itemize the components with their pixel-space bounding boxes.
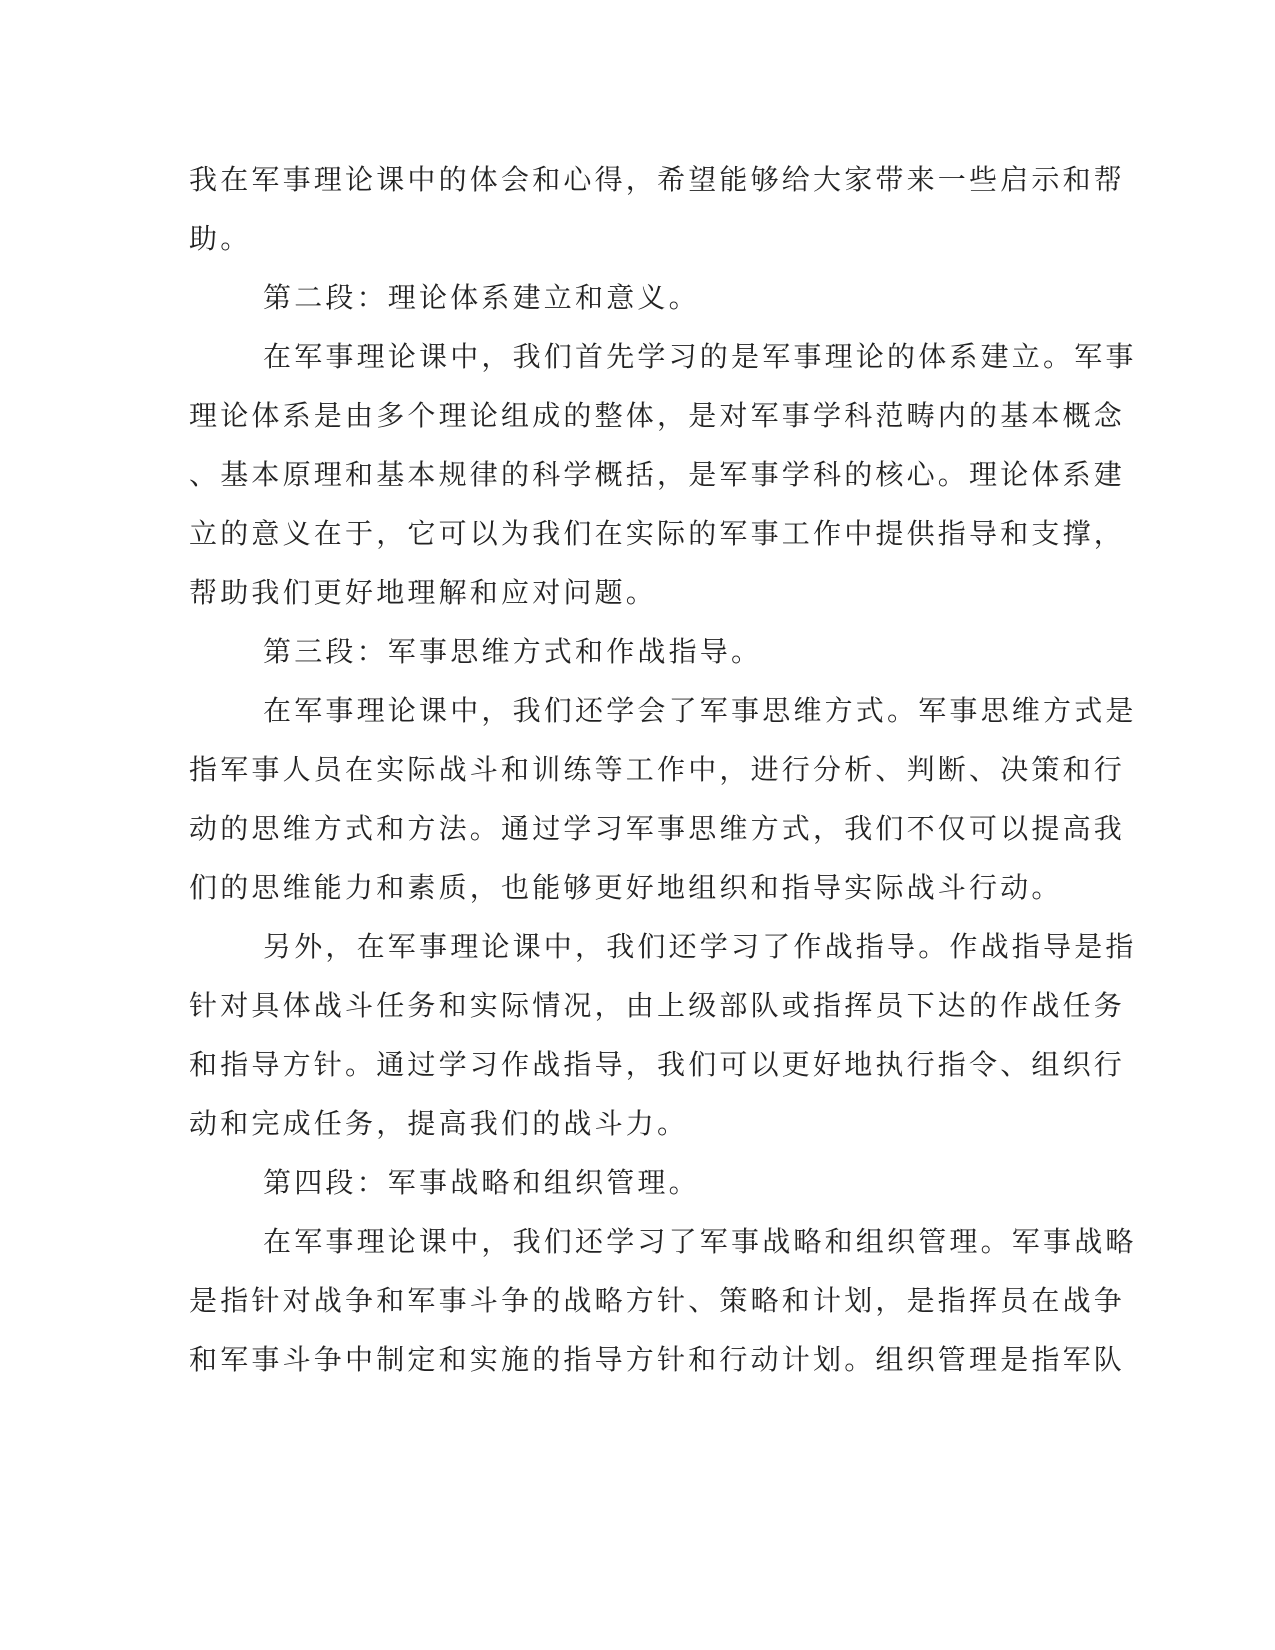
text-line: 、基本原理和基本规律的科学概括，是军事学科的核心。理论体系建: [189, 458, 1126, 491]
text-line: 在军事理论课中，我们还学会了军事思维方式。军事思维方式是: [263, 694, 1137, 727]
text-line: 立的意义在于，它可以为我们在实际的军事工作中提供指导和支撑，: [189, 517, 1126, 550]
text-line: 指军事人员在实际战斗和训练等工作中，进行分析、判断、决策和行: [189, 753, 1126, 786]
text-line: 针对具体战斗任务和实际情况，由上级部队或指挥员下达的作战任务: [189, 989, 1126, 1022]
text-line: 理论体系是由多个理论组成的整体，是对军事学科范畴内的基本概念: [189, 399, 1126, 432]
text-line: 我在军事理论课中的体会和心得，希望能够给大家带来一些启示和帮: [189, 163, 1126, 196]
text-line: 们的思维能力和素质，也能够更好地组织和指导实际战斗行动。: [189, 871, 1063, 904]
text-line: 动的思维方式和方法。通过学习军事思维方式，我们不仅可以提高我: [189, 812, 1126, 845]
section-heading: 第四段：军事战略和组织管理。: [263, 1166, 700, 1199]
text-line: 助。: [189, 222, 252, 255]
section-heading: 第三段：军事思维方式和作战指导。: [263, 635, 763, 668]
text-line: 另外，在军事理论课中，我们还学习了作战指导。作战指导是指: [263, 930, 1137, 963]
text-line: 在军事理论课中，我们首先学习的是军事理论的体系建立。军事: [263, 340, 1137, 373]
text-line: 和军事斗争中制定和实施的指导方针和行动计划。组织管理是指军队: [189, 1343, 1126, 1376]
text-line: 帮助我们更好地理解和应对问题。: [189, 576, 658, 609]
text-line: 在军事理论课中，我们还学习了军事战略和组织管理。军事战略: [263, 1225, 1137, 1258]
section-heading: 第二段：理论体系建立和意义。: [263, 281, 700, 314]
text-line: 和指导方针。通过学习作战指导，我们可以更好地执行指令、组织行: [189, 1048, 1126, 1081]
text-line: 动和完成任务，提高我们的战斗力。: [189, 1107, 689, 1140]
text-line: 是指针对战争和军事斗争的战略方针、策略和计划，是指挥员在战争: [189, 1284, 1126, 1317]
